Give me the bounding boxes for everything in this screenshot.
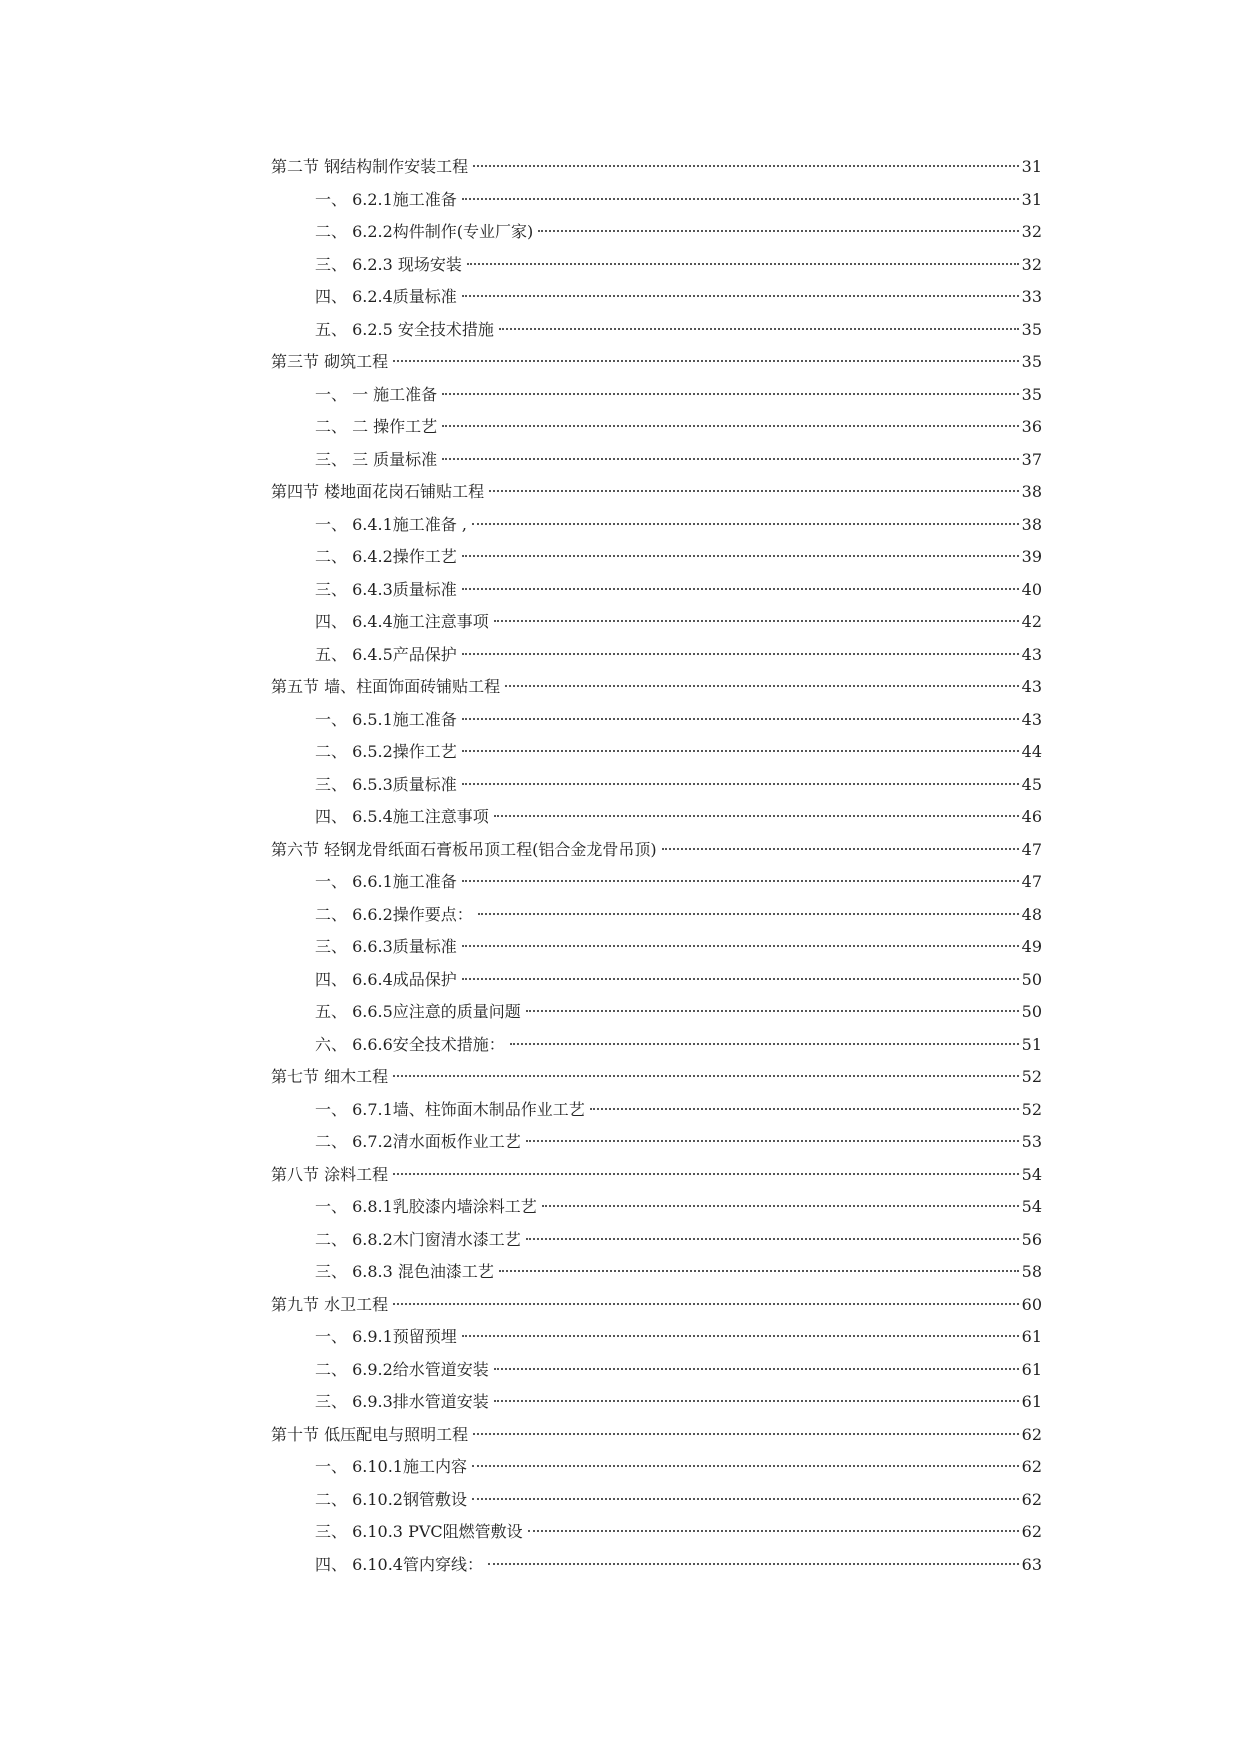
toc-section-entry[interactable]	[271, 346, 1042, 379]
toc-page-number: 32	[1021, 254, 1042, 274]
toc-page-number: 50	[1021, 969, 1042, 989]
toc-page-number: 52	[1021, 1067, 1042, 1086]
dot-leader	[494, 1400, 1019, 1402]
toc-section-entry[interactable]	[271, 1159, 1042, 1192]
toc-page-number: 48	[1021, 904, 1042, 924]
toc-page-number: 62	[1021, 1489, 1042, 1509]
dot-leader	[462, 945, 1019, 947]
toc-entry-title: 四、 6.4.4施工注意事项	[315, 612, 489, 631]
toc-page-number: 62	[1021, 1457, 1042, 1476]
toc-entry-title: 第三节 砌筑工程	[271, 352, 389, 371]
toc-page-number: 60	[1021, 1294, 1042, 1314]
toc-subsection-entry[interactable]	[271, 1094, 1042, 1127]
toc-subsection-entry[interactable]	[271, 379, 1042, 412]
table-of-contents	[271, 151, 1042, 1581]
toc-section-entry[interactable]	[271, 1061, 1042, 1094]
toc-page-number: 47	[1021, 839, 1042, 859]
toc-section-entry[interactable]	[271, 834, 1042, 867]
toc-entry-title: 一、 6.10.1施工内容	[315, 1457, 467, 1476]
dot-leader	[473, 165, 1019, 167]
toc-subsection-entry[interactable]	[271, 541, 1042, 574]
dot-leader	[488, 1563, 1019, 1565]
toc-entry-title: 一、 6.2.1施工准备	[315, 189, 457, 209]
dot-leader	[494, 620, 1019, 622]
toc-entry-title: 二、 6.2.2构件制作(专业厂家)	[315, 222, 534, 241]
toc-entry-title: 二、 6.7.2清水面板作业工艺	[315, 1132, 521, 1151]
toc-entry-title: 二、 6.10.2钢管敷设	[315, 1489, 467, 1509]
toc-entry-title: 五、 6.2.5 安全技术措施	[315, 319, 494, 339]
toc-entry-title: 第四节 楼地面花岗石铺贴工程	[271, 482, 485, 501]
toc-entry-title: 二、 6.8.2木门窗清水漆工艺	[315, 1229, 521, 1249]
toc-page-number: 39	[1021, 547, 1042, 566]
toc-page-number: 61	[1021, 1359, 1042, 1379]
dot-leader	[442, 393, 1018, 395]
toc-page-number: 43	[1021, 644, 1042, 664]
toc-entry-title: 一、 一 施工准备	[315, 384, 438, 404]
toc-entry-title: 三、 6.9.3排水管道安装	[315, 1392, 489, 1411]
toc-subsection-entry[interactable]	[271, 639, 1042, 672]
toc-entry-title: 三、 三 质量标准	[315, 449, 438, 469]
dot-leader	[462, 750, 1019, 752]
toc-entry-title: 三、 6.10.3 PVC阻燃管敷设	[315, 1522, 523, 1541]
toc-subsection-entry[interactable]	[271, 801, 1042, 834]
dot-leader	[510, 1043, 1019, 1045]
toc-subsection-entry[interactable]	[271, 964, 1042, 997]
toc-page-number: 61	[1021, 1392, 1042, 1411]
dot-leader	[462, 1335, 1019, 1337]
toc-subsection-entry[interactable]	[271, 704, 1042, 737]
dot-leader	[590, 1108, 1019, 1110]
toc-subsection-entry[interactable]	[271, 606, 1042, 639]
toc-subsection-entry[interactable]	[271, 996, 1042, 1029]
toc-page-number: 49	[1021, 937, 1042, 956]
toc-subsection-entry[interactable]	[271, 1191, 1042, 1224]
toc-page-number: 56	[1021, 1229, 1042, 1249]
toc-entry-title: 六、 6.6.6安全技术措施：	[315, 1034, 505, 1054]
toc-subsection-entry[interactable]	[271, 574, 1042, 607]
toc-page-number: 45	[1021, 774, 1042, 794]
toc-page-number: 31	[1021, 189, 1042, 209]
toc-entry-title: 一、 6.5.1施工准备	[315, 709, 457, 729]
toc-entry-title: 第八节 涂料工程	[271, 1164, 389, 1184]
dot-leader	[462, 295, 1019, 297]
toc-page-number: 38	[1021, 514, 1042, 534]
toc-subsection-entry[interactable]	[271, 1321, 1042, 1354]
toc-subsection-entry[interactable]	[271, 1126, 1042, 1159]
toc-entry-title: 二、 6.4.2操作工艺	[315, 547, 457, 566]
toc-entry-title: 一、 6.4.1施工准备 ,	[315, 514, 467, 534]
toc-entry-title: 第五节 墙、柱面饰面砖铺贴工程	[271, 677, 501, 696]
toc-subsection-entry[interactable]	[271, 1354, 1042, 1387]
dot-leader	[462, 880, 1019, 882]
toc-subsection-entry[interactable]	[271, 866, 1042, 899]
dot-leader	[526, 1238, 1019, 1240]
toc-subsection-entry[interactable]	[271, 1451, 1042, 1484]
toc-entry-title: 第十节 低压配电与照明工程	[271, 1424, 469, 1444]
dot-leader	[462, 588, 1019, 590]
dot-leader	[462, 555, 1019, 557]
dot-leader	[393, 1303, 1019, 1305]
toc-subsection-entry[interactable]	[271, 899, 1042, 932]
toc-entry-title: 五、 6.6.5应注意的质量问题	[315, 1002, 521, 1021]
dot-leader	[526, 1010, 1019, 1012]
toc-page-number: 37	[1021, 449, 1042, 469]
toc-page-number: 53	[1021, 1132, 1042, 1151]
toc-page-number: 44	[1021, 742, 1042, 761]
toc-page-number: 54	[1021, 1197, 1042, 1216]
dot-leader	[494, 1368, 1019, 1370]
toc-subsection-entry[interactable]	[271, 1256, 1042, 1289]
dot-leader	[462, 718, 1019, 720]
toc-entry-title: 四、 6.2.4质量标准	[315, 287, 457, 306]
toc-entry-title: 一、 6.9.1预留预埋	[315, 1327, 457, 1346]
toc-page-number: 58	[1021, 1262, 1042, 1281]
toc-entry-title: 四、 6.10.4管内穿线：	[315, 1554, 483, 1574]
toc-section-entry[interactable]	[271, 151, 1042, 184]
toc-page-number: 35	[1021, 384, 1042, 404]
toc-entry-title: 四、 6.6.4成品保护	[315, 969, 457, 989]
toc-page-number: 35	[1021, 352, 1042, 371]
toc-entry-title: 第七节 细木工程	[271, 1067, 389, 1086]
toc-subsection-entry[interactable]	[271, 1516, 1042, 1549]
toc-subsection-entry[interactable]	[271, 1549, 1042, 1582]
toc-entry-title: 一、 6.6.1施工准备	[315, 872, 457, 891]
dot-leader	[499, 1270, 1019, 1272]
toc-page-number: 32	[1021, 222, 1042, 241]
toc-entry-title: 二、 6.5.2操作工艺	[315, 742, 457, 761]
toc-entry-title: 一、 6.8.1乳胶漆内墙涂料工艺	[315, 1197, 537, 1216]
toc-page-number: 54	[1021, 1164, 1042, 1184]
dot-leader	[489, 490, 1019, 492]
toc-subsection-entry[interactable]	[271, 216, 1042, 249]
toc-page-number: 43	[1021, 677, 1042, 696]
toc-entry-title: 三、 6.4.3质量标准	[315, 579, 457, 599]
toc-section-entry[interactable]	[271, 1289, 1042, 1322]
toc-page-number: 36	[1021, 417, 1042, 436]
dot-leader	[462, 198, 1019, 200]
toc-page-number: 38	[1021, 482, 1042, 501]
toc-subsection-entry[interactable]	[271, 736, 1042, 769]
toc-page-number: 62	[1021, 1522, 1042, 1541]
dot-leader	[442, 425, 1018, 427]
toc-page-number: 42	[1021, 612, 1042, 631]
toc-subsection-entry[interactable]	[271, 444, 1042, 477]
toc-page-number: 62	[1021, 1424, 1042, 1444]
toc-entry-title: 三、 6.8.3 混色油漆工艺	[315, 1262, 494, 1281]
toc-subsection-entry[interactable]	[271, 1224, 1042, 1257]
dot-leader	[442, 458, 1018, 460]
dot-leader	[462, 978, 1019, 980]
toc-subsection-entry[interactable]	[271, 769, 1042, 802]
toc-entry-title: 三、 6.6.3质量标准	[315, 937, 457, 956]
toc-entry-title: 三、 6.2.3 现场安装	[315, 254, 462, 274]
dot-leader	[393, 1173, 1019, 1175]
toc-section-entry[interactable]	[271, 476, 1042, 509]
toc-page-number: 40	[1021, 579, 1042, 599]
toc-page-number: 50	[1021, 1002, 1042, 1021]
dot-leader	[499, 328, 1019, 330]
toc-page-number: 47	[1021, 872, 1042, 891]
toc-section-entry[interactable]	[271, 671, 1042, 704]
toc-page-number: 33	[1021, 287, 1042, 306]
dot-leader	[472, 523, 1019, 525]
dot-leader	[462, 653, 1019, 655]
toc-subsection-entry[interactable]	[271, 1484, 1042, 1517]
dot-leader	[526, 1140, 1019, 1142]
toc-entry-title: 二、 6.9.2给水管道安装	[315, 1359, 489, 1379]
dot-leader	[478, 913, 1019, 915]
dot-leader	[393, 360, 1019, 362]
dot-leader	[472, 1498, 1019, 1500]
toc-entry-title: 四、 6.5.4施工注意事项	[315, 807, 489, 826]
toc-entry-title: 三、 6.5.3质量标准	[315, 774, 457, 794]
dot-leader	[528, 1530, 1019, 1532]
toc-subsection-entry[interactable]	[271, 509, 1042, 542]
toc-subsection-entry[interactable]	[271, 281, 1042, 314]
toc-subsection-entry[interactable]	[271, 249, 1042, 282]
toc-subsection-entry[interactable]	[271, 314, 1042, 347]
toc-page-number: 51	[1021, 1034, 1042, 1054]
toc-entry-title: 二、 6.6.2操作要点：	[315, 904, 473, 924]
toc-entry-title: 第六节 轻钢龙骨纸面石膏板吊顶工程(铝合金龙骨吊顶)	[271, 839, 657, 859]
toc-subsection-entry[interactable]	[271, 411, 1042, 444]
toc-entry-title: 第二节 钢结构制作安装工程	[271, 157, 469, 176]
toc-page-number: 61	[1021, 1327, 1042, 1346]
toc-page-number: 43	[1021, 709, 1042, 729]
dot-leader	[505, 685, 1019, 687]
toc-subsection-entry[interactable]	[271, 184, 1042, 217]
toc-entry-title: 一、 6.7.1墙、柱饰面木制品作业工艺	[315, 1099, 585, 1119]
dot-leader	[467, 263, 1019, 265]
toc-page-number: 52	[1021, 1099, 1042, 1119]
dot-leader	[393, 1075, 1019, 1077]
toc-page-number: 35	[1021, 319, 1042, 339]
toc-subsection-entry[interactable]	[271, 931, 1042, 964]
toc-section-entry[interactable]	[271, 1419, 1042, 1452]
toc-page-number: 46	[1021, 807, 1042, 826]
toc-subsection-entry[interactable]	[271, 1029, 1042, 1062]
toc-subsection-entry[interactable]	[271, 1386, 1042, 1419]
toc-entry-title: 五、 6.4.5产品保护	[315, 644, 457, 664]
dot-leader	[538, 230, 1018, 232]
dot-leader	[494, 815, 1019, 817]
dot-leader	[472, 1465, 1019, 1467]
dot-leader	[662, 848, 1019, 850]
toc-entry-title: 第九节 水卫工程	[271, 1294, 389, 1314]
dot-leader	[542, 1205, 1019, 1207]
dot-leader	[473, 1433, 1019, 1435]
toc-entry-title: 二、 二 操作工艺	[315, 417, 438, 436]
toc-page-number: 63	[1021, 1554, 1042, 1574]
dot-leader	[462, 783, 1019, 785]
toc-page-number: 31	[1021, 157, 1042, 176]
